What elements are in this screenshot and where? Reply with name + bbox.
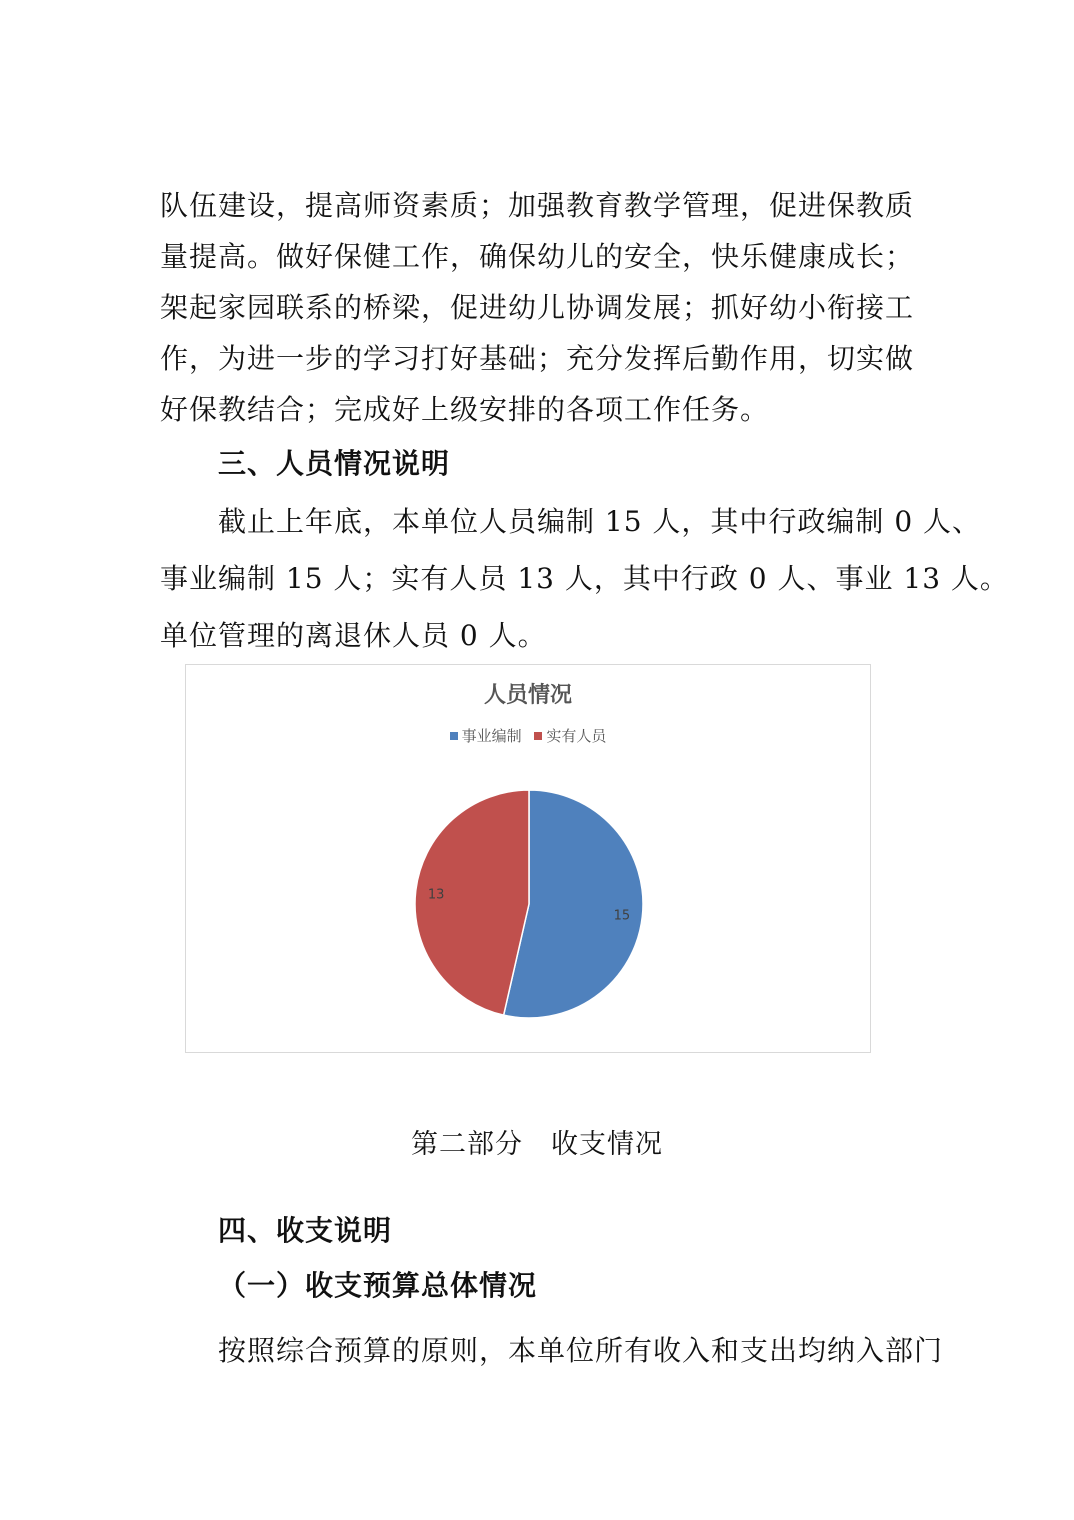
subheading-budget-overview: （一）收支预算总体情况 <box>218 1269 538 1302</box>
pie-label-staffing: 15 <box>613 908 631 924</box>
personnel-pie-chart <box>185 664 871 1053</box>
legend-label-actual: 实有人员 <box>546 727 607 745</box>
heading-personnel: 三、人员情况说明 <box>218 447 451 480</box>
paragraph-budget-principle: 按照综合预算的原则，本单位所有收入和支出均纳入部门 <box>218 1334 944 1367</box>
pie-slice-actual <box>415 790 529 1015</box>
part-two-title: 第二部分 收支情况 <box>411 1129 663 1160</box>
paragraph-personnel-line-1: 截止上年底，本单位人员编制 15 人，其中行政编制 0 人、 <box>218 505 982 538</box>
pie-label-actual: 13 <box>427 887 445 903</box>
paragraph-personnel-line-3: 单位管理的离退休人员 0 人。 <box>160 619 547 652</box>
heading-income-expenditure: 四、收支说明 <box>218 1214 393 1247</box>
chart-title: 人员情况 <box>483 683 572 708</box>
paragraph-personnel-line-2: 事业编制 15 人；实有人员 13 人，其中行政 0 人、事业 13 人。 <box>160 562 1009 595</box>
legend-label-staffing: 事业编制 <box>461 727 522 745</box>
paragraph-work-goals: 队伍建设，提高师资素质；加强教育教学管理，促进保教质量提高。做好保健工作，确保幼儿的安全，快乐健康成长；架起家园联系的桥梁，促进幼儿协调发展；抓好幼小衔接工作，为进一步的学习打好基础；充分发挥后勤作用，切实做好保教结合；完成好上级安排的各项工作任务。 <box>160 189 915 426</box>
pie-plot-area <box>186 665 872 1054</box>
